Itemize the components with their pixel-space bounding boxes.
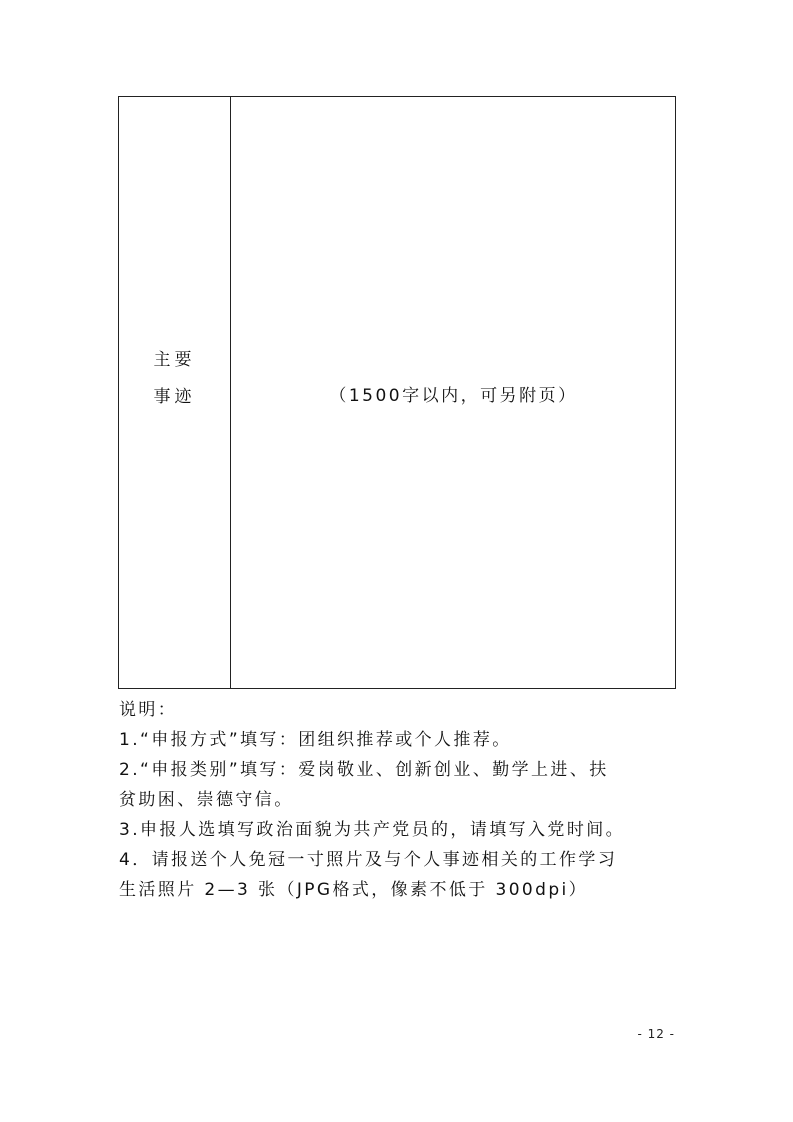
content-placeholder: （1500字以内，可另附页） [329,386,578,406]
main-deeds-table [118,96,676,689]
note-line: 1.“申报方式”填写：团组织推荐或个人推荐。 [119,730,512,750]
label-cell [119,97,230,688]
label-line-2: 事迹 [153,387,196,407]
note-line: 贫助困、崇德守信。 [119,790,294,810]
page-number: - 12 - [637,1027,675,1041]
notes-heading: 说明： [119,700,178,720]
column-divider [230,97,231,688]
label-line-1: 主要 [153,350,196,370]
notes-section [119,695,679,905]
note-line: 生活照片 2—3 张（JPG格式，像素不低于 300dpi） [119,880,589,900]
content-cell [232,97,675,688]
note-line: 3.申报人选填写政治面貌为共产党员的，请填写入党时间。 [119,820,626,840]
note-line: 2.“申报类别”填写：爱岗敬业、创新创业、勤学上进、扶 [119,760,609,780]
note-line: 4．请报送个人免冠一寸照片及与个人事迹相关的工作学习 [119,850,618,870]
